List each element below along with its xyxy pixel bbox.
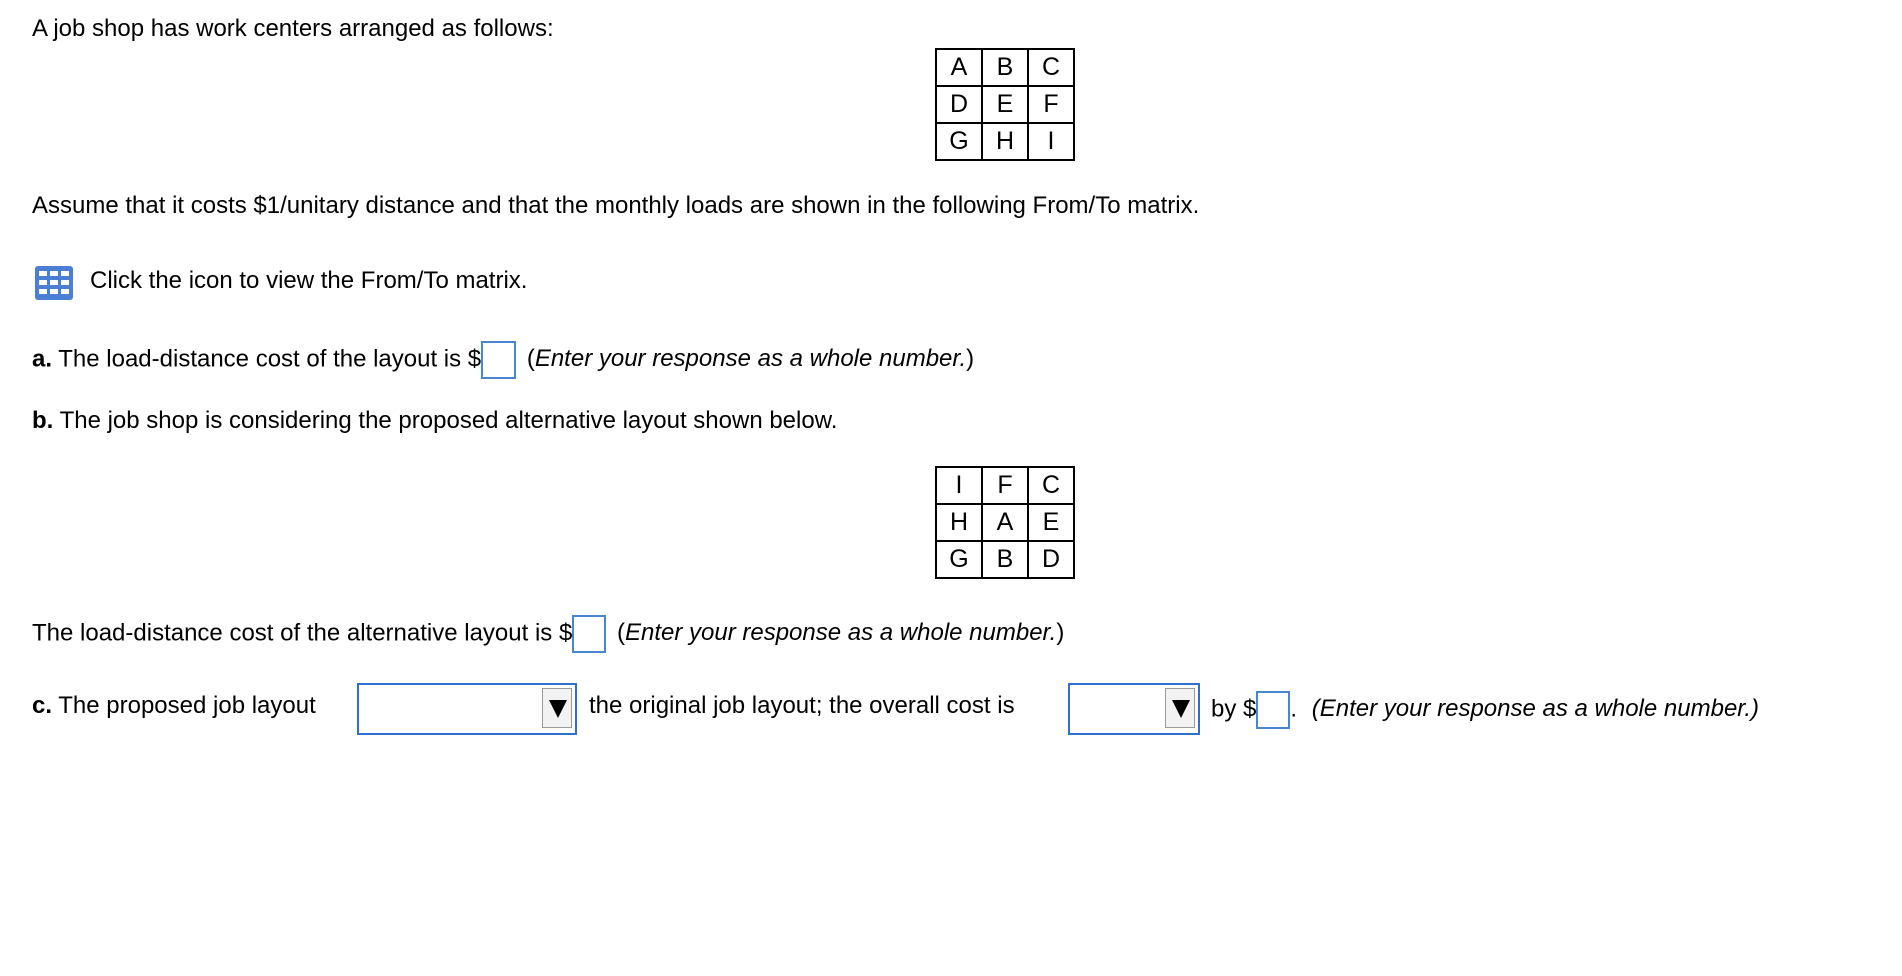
hint-text: Enter your response as a whole number. xyxy=(624,619,1057,647)
part-c-text3: by $ xyxy=(1211,695,1257,723)
part-a-answer-input[interactable] xyxy=(481,341,516,379)
part-b-text: The job shop is considering the proposed alternative layout shown below. xyxy=(53,407,838,434)
part-b-line xyxy=(32,406,837,436)
part-c-lead xyxy=(32,691,316,721)
intro-text: A job shop has work centers arranged as follows: xyxy=(32,15,554,42)
layout-cell: E xyxy=(982,86,1028,123)
assumption-text: Assume that it costs $1/unitary distance and that the monthly loads are shown in the following From/To matrix. xyxy=(32,192,1200,219)
table-grid-icon[interactable] xyxy=(34,265,74,301)
part-c-label: c. xyxy=(32,692,53,719)
layout-cell: B xyxy=(982,541,1028,578)
layout-cell: C xyxy=(1028,467,1074,504)
part-b-label: b. xyxy=(32,407,54,434)
original-layout-grid xyxy=(935,48,1075,161)
layout-cell: D xyxy=(1028,541,1074,578)
comparison-select[interactable] xyxy=(357,683,577,735)
alternative-layout-grid xyxy=(935,466,1075,579)
paren-close: ) xyxy=(966,345,975,373)
layout-cell: I xyxy=(1028,123,1074,160)
layout-cell: H xyxy=(982,123,1028,160)
part-a-label: a. xyxy=(32,345,53,373)
chevron-down-icon[interactable] xyxy=(1165,688,1195,728)
part-c-period: . xyxy=(1290,695,1298,723)
part-c-hint: (Enter your response as a whole number.) xyxy=(1311,695,1760,723)
part-c-text1: The proposed job layout xyxy=(52,692,316,719)
part-b-result-line xyxy=(32,615,1064,653)
layout-cell: B xyxy=(982,49,1028,86)
part-a-line xyxy=(32,341,974,379)
part-c-tail xyxy=(1211,691,1759,729)
layout-cell: F xyxy=(982,467,1028,504)
layout-cell: D xyxy=(936,86,982,123)
layout-cell: E xyxy=(1028,504,1074,541)
part-b-result-text: The load-distance cost of the alternative layout is $ xyxy=(32,619,573,647)
part-c-text2: the original job layout; the overall cost is xyxy=(589,692,1015,719)
paren-open: ( xyxy=(526,345,535,373)
layout-cell: A xyxy=(982,504,1028,541)
layout-cell: G xyxy=(936,541,982,578)
layout-cell: I xyxy=(936,467,982,504)
layout-cell: H xyxy=(936,504,982,541)
layout-cell: A xyxy=(936,49,982,86)
layout-cell: G xyxy=(936,123,982,160)
cost-direction-select[interactable] xyxy=(1068,683,1200,735)
layout-cell: F xyxy=(1028,86,1074,123)
layout-cell: C xyxy=(1028,49,1074,86)
matrix-link-text[interactable]: Click the icon to view the From/To matrix. xyxy=(90,267,528,294)
part-c-answer-input[interactable] xyxy=(1256,691,1290,729)
part-a-text: The load-distance cost of the layout is $ xyxy=(52,345,482,373)
paren-open: ( xyxy=(616,619,625,647)
part-a-hint xyxy=(527,345,974,372)
part-b-hint xyxy=(617,619,1064,646)
part-b-answer-input[interactable] xyxy=(572,615,606,653)
paren-close: ) xyxy=(1056,619,1065,647)
chevron-down-icon[interactable] xyxy=(542,688,572,728)
hint-text: Enter your response as a whole number. xyxy=(534,345,967,373)
